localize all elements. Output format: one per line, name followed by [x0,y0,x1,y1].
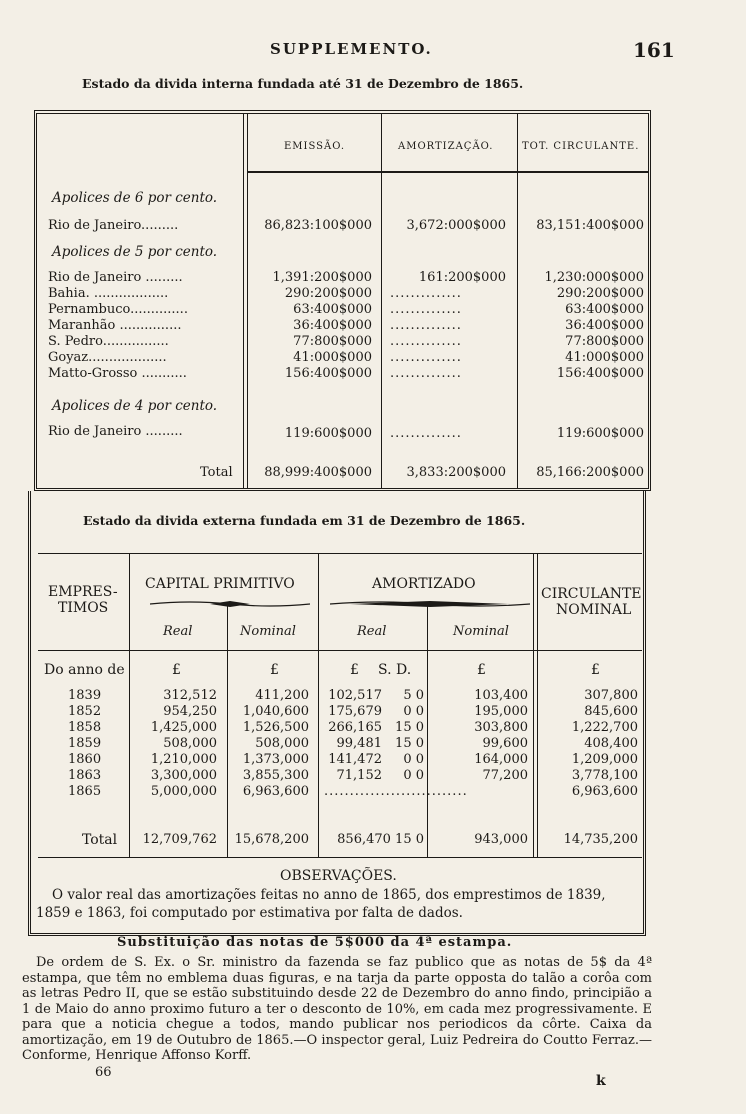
table1-header-emissao: EMISSÃO. [284,141,346,152]
table1-header-rule [247,171,648,173]
table1-row-label: Goyaz................... [48,350,167,365]
table1-cell-emissao: 77:800$000 [293,334,372,349]
table2-total-label: Total [82,832,118,848]
header-nominal: NOMINAL [556,602,632,618]
dots-placeholder: ............................ [324,784,468,799]
table1-cell-total: 41:000$000 [565,350,644,365]
table2-col-rule [227,605,228,857]
cap-nominal: 1,526,500 [242,720,309,735]
observations-line-1: O valor real das amortizações feitas no anno de 1865, dos emprestimos de 1839, [52,887,606,903]
subheader-am-nominal: Nominal [453,624,509,639]
table1-row-label: Pernambuco.............. [48,302,188,317]
cap-real: 508,000 [163,736,217,751]
table1-cell-total: 36:400$000 [565,318,644,333]
table1-row-label: Bahia. .................. [48,286,169,301]
cap-nominal: 3,855,300 [242,768,309,783]
header-emprestimos-2: TIMOS [58,600,109,616]
table1-total-amortizacao: 3,833:200$000 [406,465,506,480]
year: 1860 [68,752,102,767]
units-row-label: Do anno de [44,662,125,678]
am-nominal: 164,000 [474,752,528,767]
notice-body: De ordem de S. Ex. o Sr. ministro da fazenda se faz publico que as notas de 5$ da 4ª estampa, que têm no emblema duas figuras, e na tarja da parte opposta do talão a corôa com as letras Pedro II, que se estão substituindo desde 22 de Dezembro do anno findo, principião a 1 de Maio do anno proximo futuro a ter o desconto de 10%, em cada mez progressivamente. E para que a noticia chegue a todos, mando publicar nos periodicos da côrte. Caixa da amortização, em 19 de Outubro de 1865.—O inspector geral, Luiz Pedreira do Coutto Ferraz.—Conforme, Henrique Affonso Korff. [22,955,652,1063]
am-real: 71,152 [336,768,382,783]
table1-total-label: Total [200,465,233,480]
table2-total-circulante: 14,735,200 [563,832,638,847]
notice-title: Substituição das notas de 5$000 da 4ª estampa. [117,935,513,950]
cap-real: 5,000,000 [150,784,217,799]
table1-cell-total: 119:600$000 [556,426,644,441]
unit-cap-real: £ [172,662,181,678]
cap-nominal: 6,963,600 [242,784,309,799]
am-real: 141,472 [328,752,382,767]
am-nominal: 99,600 [482,736,528,751]
table2-title: Estado da divida externa fundada em 31 de Dezembro de 1865. [83,513,526,528]
header-circulante: CIRCULANTE [541,586,642,602]
swash-rule-capital [150,598,310,610]
page-header-title: SUPPLEMENTO. [270,40,433,58]
footer-signature-letter: k [596,1073,606,1089]
table1-col-rule [243,113,244,488]
cap-nominal: 1,373,000 [242,752,309,767]
am-sd: 5 0 [403,688,424,703]
table1-col-rule [381,113,382,488]
table1-row-label: Rio de Janeiro ......... [48,270,183,285]
am-nominal: 303,800 [474,720,528,735]
year: 1852 [68,704,102,719]
subheader-cap-nominal: Nominal [240,624,296,639]
unit-am-sd: S. D. [378,662,412,678]
observations-line-2: 1859 e 1863, foi computado por estimativa por falta de dados. [36,905,463,921]
header-capital-primitivo: CAPITAL PRIMITIVO [145,576,295,592]
observations-title: OBSERVAÇÕES. [280,868,397,884]
header-amortizado: AMORTIZADO [372,576,476,592]
table1-cell-emissao: 41:000$000 [293,350,372,365]
circulante: 6,963,600 [571,784,638,799]
table1-cell-amortizacao: .............. [390,302,462,317]
am-nominal: 103,400 [474,688,528,703]
cap-nominal: 1,040,600 [242,704,309,719]
subheader-cap-real: Real [163,624,193,639]
unit-cap-nominal: £ [270,662,279,678]
table1-cell-emissao: 1,391:200$000 [272,270,372,285]
circulante: 3,778,100 [571,768,638,783]
table1-cell-total: 83,151:400$000 [536,218,644,233]
table1-cell-total: 63:400$000 [565,302,644,317]
table1-cell-emissao: 63:400$000 [293,302,372,317]
am-sd: 15 0 [395,720,424,735]
table1-row-label: Rio de Janeiro......... [48,218,179,233]
table1-cell-total: 290:200$000 [556,286,644,301]
am-real: 102,517 [328,688,382,703]
cap-real: 954,250 [163,704,217,719]
circulante: 845,600 [584,704,638,719]
table1-cell-amortizacao: .............. [390,426,462,441]
unit-am-nominal: £ [477,662,486,678]
table1-cell-amortizacao: 161:200$000 [418,270,506,285]
table1-section-heading: Apolices de 6 por cento. [52,190,218,206]
table2-total-cap-nominal: 15,678,200 [234,832,309,847]
table2-total-cap-real: 12,709,762 [142,832,217,847]
am-sd: 0 0 [403,704,424,719]
cap-nominal: 508,000 [255,736,309,751]
table1-row-label: Rio de Janeiro ......... [48,424,183,439]
table1-total-total: 85,166:200$000 [536,465,644,480]
circulante: 408,400 [584,736,638,751]
am-real: 266,165 [328,720,382,735]
table1-header-total: TOT. CIRCULANTE. [522,141,640,152]
table1-cell-total: 77:800$000 [565,334,644,349]
am-nominal: 77,200 [482,768,528,783]
table2-col-rule [427,605,428,857]
cap-nominal: 411,200 [255,688,309,703]
year: 1839 [68,688,102,703]
year: 1865 [68,784,102,799]
table2-col-rule [533,553,534,857]
swash-rule-amortizado [330,598,530,610]
table2-col-rule [537,553,538,857]
table2-col-rule [129,553,130,857]
table1-cell-emissao: 290:200$000 [284,286,372,301]
table1-total-emissao: 88,999:400$000 [264,465,372,480]
year: 1858 [68,720,102,735]
subheader-am-real: Real [357,624,387,639]
unit-am-real: £ [350,662,359,678]
year: 1863 [68,768,102,783]
cap-real: 312,512 [163,688,217,703]
unit-circulante: £ [591,662,600,678]
circulante: 1,222,700 [571,720,638,735]
table1-cell-amortizacao: 3,672:000$000 [406,218,506,233]
am-nominal: 195,000 [474,704,528,719]
table1-section-heading: Apolices de 5 por cento. [52,244,218,260]
table1-row-label: Matto-Grosso ........... [48,366,187,381]
cap-real: 1,210,000 [150,752,217,767]
table1-col-rule [247,113,248,488]
header-emprestimos-1: EMPRES- [48,584,118,600]
table1-section-heading: Apolices de 4 por cento. [52,398,218,414]
table1-row-label: S. Pedro................ [48,334,169,349]
table1-cell-amortizacao: .............. [390,350,462,365]
year: 1859 [68,736,102,751]
table2-total-am-real: 856,470 15 0 [337,832,424,847]
circulante: 1,209,000 [571,752,638,767]
table2-bottom-rule [38,857,642,858]
table1-header-amortizacao: AMORTIZAÇÃO. [398,141,494,152]
table1-cell-amortizacao: .............. [390,318,462,333]
table1-cell-amortizacao: .............. [390,286,462,301]
am-real: 99,481 [336,736,382,751]
table1-cell-emissao: 36:400$000 [293,318,372,333]
table1-cell-amortizacao: .............. [390,334,462,349]
table1-cell-emissao: 86,823:100$000 [264,218,372,233]
table1-col-rule [517,113,518,488]
table2-total-am-nominal: 943,000 [474,832,528,847]
footer-signature-mark: 66 [95,1065,112,1080]
cap-real: 1,425,000 [150,720,217,735]
table1-cell-total: 1,230:000$000 [544,270,644,285]
am-real: 175,679 [328,704,382,719]
circulante: 307,800 [584,688,638,703]
table1-cell-total: 156:400$000 [556,366,644,381]
am-sd: 15 0 [395,736,424,751]
table1-cell-emissao: 119:600$000 [284,426,372,441]
am-sd: 0 0 [403,768,424,783]
table1-title: Estado da divida interna fundada até 31 de Dezembro de 1865. [82,76,524,91]
table1-cell-emissao: 156:400$000 [284,366,372,381]
cap-real: 3,300,000 [150,768,217,783]
table1-cell-amortizacao: .............. [390,366,462,381]
am-sd: 0 0 [403,752,424,767]
page-number: 161 [633,38,675,62]
table1-row-label: Maranhão ............... [48,318,182,333]
table2-col-rule [318,553,319,857]
